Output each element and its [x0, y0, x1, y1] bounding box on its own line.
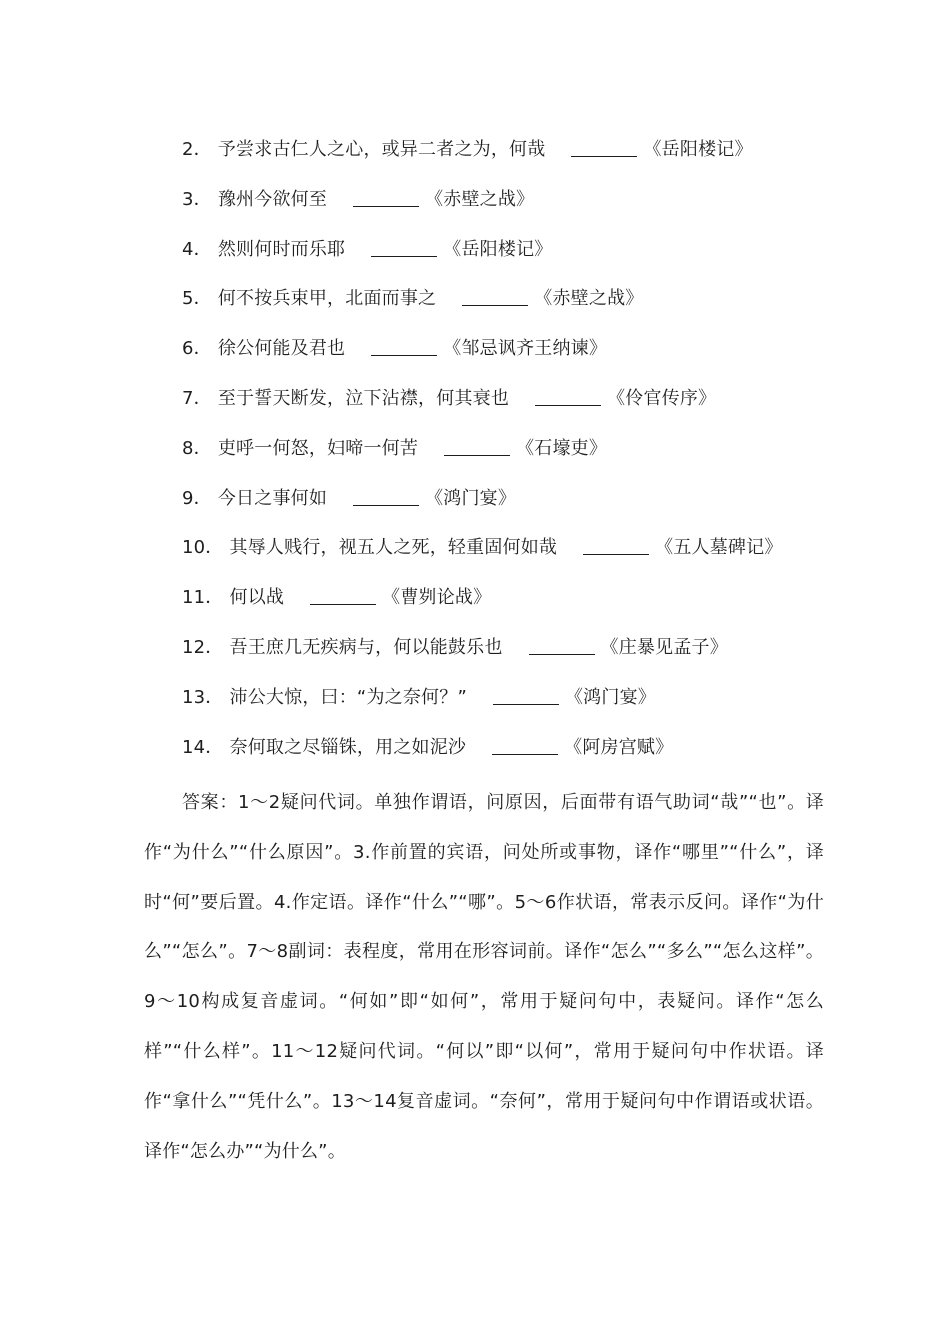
- question-number: 3．: [182, 188, 212, 210]
- question-source: 《鸿门宴》: [425, 487, 517, 509]
- question-item: [182, 676, 783, 726]
- question-number: 7．: [182, 387, 212, 409]
- question-number: 13．: [182, 686, 224, 708]
- question-text: 沛公大惊，曰：“为之奈何？”: [229, 686, 467, 708]
- question-text: 吏呼一何怒，妇啼一何苦: [217, 437, 419, 459]
- question-number: 14．: [182, 736, 224, 758]
- question-source: 《鸿门宴》: [564, 686, 656, 708]
- question-text: 豫州今欲何至: [217, 188, 328, 210]
- answer-blank: [462, 285, 528, 306]
- answer-blank: [571, 136, 637, 157]
- question-text: 吾王庶几无疾病与，何以能鼓乐也: [229, 636, 503, 658]
- question-item: [182, 178, 783, 228]
- question-item: [182, 377, 783, 427]
- question-source: 《赤壁之战》: [534, 288, 644, 310]
- answer-blank: [371, 335, 437, 356]
- answer-blank: [444, 435, 510, 456]
- question-item: [182, 128, 783, 178]
- question-source: 《石壕吏》: [516, 437, 608, 459]
- answer-blank: [529, 634, 595, 655]
- question-item: [182, 477, 783, 527]
- answer-blank: [493, 684, 559, 705]
- question-source: 《庄暴见孟子》: [600, 636, 728, 658]
- question-text: 今日之事何如: [217, 487, 328, 509]
- question-number: 2．: [182, 139, 212, 160]
- question-source: 《阿房宫赋》: [564, 736, 674, 758]
- answer-blank: [583, 534, 649, 555]
- question-number: 12．: [182, 636, 224, 658]
- question-text: 然则何时而乐耶: [217, 238, 346, 260]
- question-source: 《曹刿论战》: [382, 587, 492, 609]
- question-number: 6．: [182, 338, 212, 360]
- question-source: 《赤壁之战》: [425, 188, 535, 210]
- question-source: 《伶官传序》: [607, 387, 717, 409]
- question-item: [182, 228, 783, 278]
- answer-blank: [535, 385, 601, 406]
- answer-blank: [353, 485, 419, 506]
- question-text: 予尝求古仁人之心，或异二者之为，何哉: [217, 139, 546, 160]
- question-text: 徐公何能及君也: [217, 338, 346, 360]
- question-list: [182, 128, 783, 775]
- question-text: 何不按兵束甲，北面而事之: [217, 288, 437, 310]
- question-number: 11．: [182, 587, 224, 609]
- question-source: 《五人墓碑记》: [655, 537, 783, 559]
- answer-paragraph: 答案：1～2疑问代词。单独作谓语，问原因，后面带有语气助词“哉”“也”。译作“为什么”“什么原因”。3.作前置的宾语，问处所或事物，译作“哪里”“什么”，译时“何”要后置。4.作定语。译作“什么”“哪”。5～6作状语，常表示反问。译作“为什么”“怎么”。7～8副词：表程度，常用在形容词前。译作“怎么”“多么”“怎么这样”。9～10构成复音虚词。“何如”即“如何”，常用于疑问句中，表疑问。译作“怎么样”“什么样”。11～12疑问代词。“何以”即“以何”，常用于疑问句中作状语。译作“拿什么”“凭什么”。13～14复音虚词。“奈何”，常用于疑问句中作谓语或状语。译作“怎么办”“为什么”。: [144, 792, 824, 1162]
- question-item: [182, 427, 783, 477]
- answer-blank: [492, 734, 558, 755]
- question-number: 9．: [182, 487, 212, 509]
- question-item: [182, 526, 783, 576]
- question-item: [182, 626, 783, 676]
- question-number: 10．: [182, 537, 224, 559]
- question-text: 奈何取之尽锱铢，用之如泥沙: [229, 736, 467, 758]
- answer-blank: [353, 186, 419, 207]
- question-number: 4．: [182, 238, 212, 260]
- question-number: 8．: [182, 437, 212, 459]
- question-text: 何以战: [229, 587, 285, 609]
- question-text: 至于誓天断发，泣下沾襟，何其衰也: [217, 387, 510, 409]
- question-item: [182, 277, 783, 327]
- question-number: 5．: [182, 288, 212, 310]
- question-item: [182, 576, 783, 626]
- question-source: 《岳阳楼记》: [643, 139, 753, 160]
- question-source: 《岳阳楼记》: [443, 238, 553, 260]
- answer-blank: [310, 584, 376, 605]
- question-source: 《邹忌讽齐王纳谏》: [443, 338, 608, 360]
- answer-blank: [371, 236, 437, 257]
- question-item: [182, 726, 783, 776]
- question-text: 其辱人贱行，视五人之死，轻重固何如哉: [229, 537, 558, 559]
- question-item: [182, 327, 783, 377]
